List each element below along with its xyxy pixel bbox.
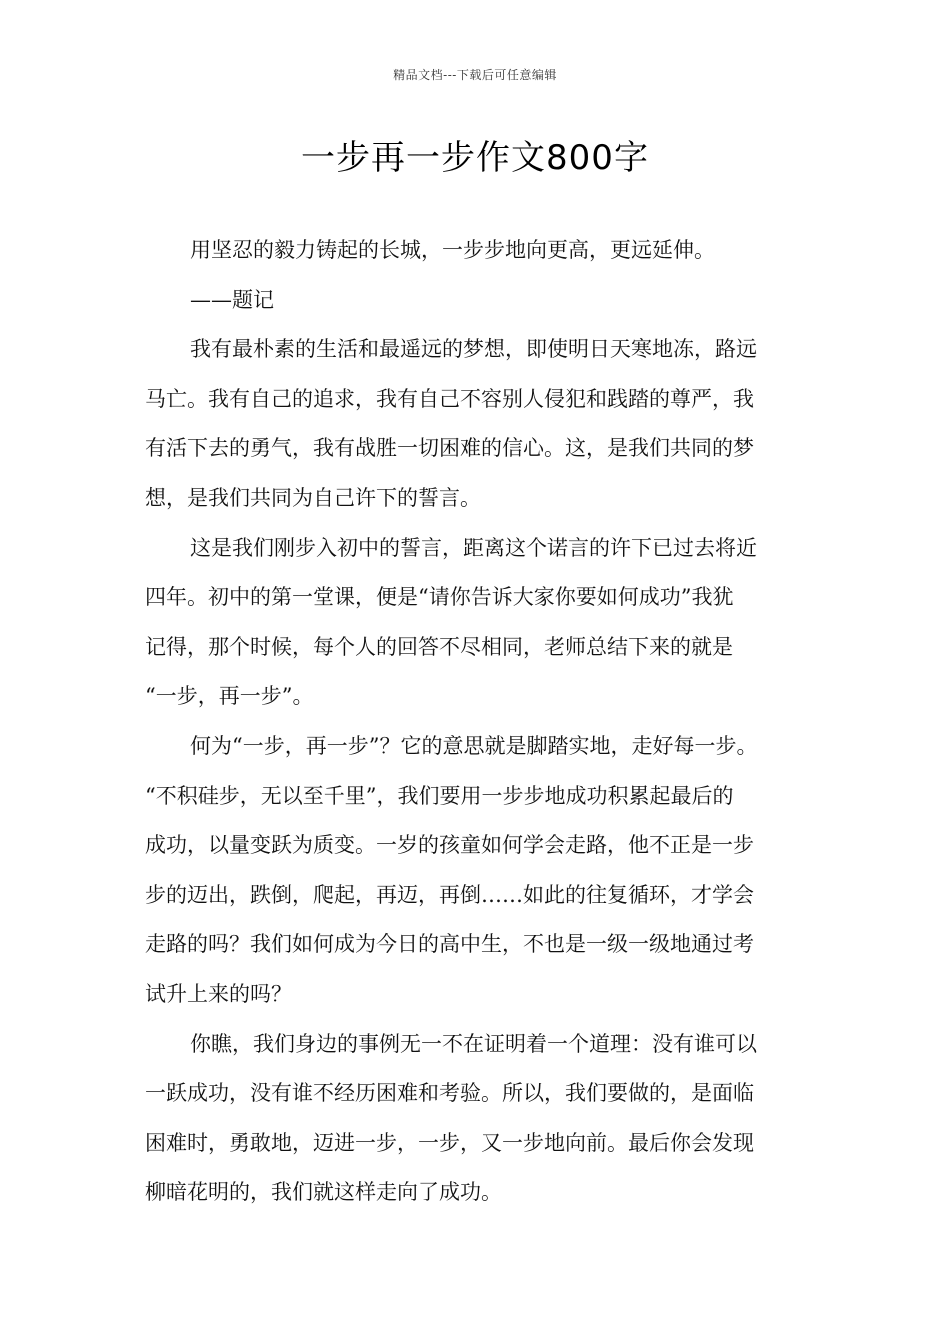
paragraph-line: 何为“一步，再一步”？它的意思就是脚踏实地，走好每一步。 [190, 733, 758, 758]
paragraph-line: 想，是我们共同为自己许下的誓言。 [145, 485, 481, 510]
header-note: 精品文档---下载后可任意编辑 [393, 68, 557, 82]
paragraph-line: 走路的吗？我们如何成为今日的高中生，不也是一级一级地通过考 [145, 932, 754, 957]
paragraph-line: 步的迈出，跌倒，爬起，再迈，再倒……如此的往复循环，才学会 [145, 882, 754, 907]
paragraph [145, 722, 815, 1020]
paragraph-line: 记得，那个时候，每个人的回答不尽相同，老师总结下来的就是 [145, 634, 733, 659]
paragraph-line: 这是我们刚步入初中的誓言，距离这个诺言的许下已过去将近 [190, 535, 757, 560]
paragraph-line: ——题记 [190, 287, 274, 312]
paragraph-line: 马亡。我有自己的追求，我有自己不容别人侵犯和践踏的尊严，我 [145, 386, 754, 411]
paragraph-line: “一步，再一步”。 [145, 684, 314, 709]
paragraph-line: 成功，以量变跃为质变。一岁的孩童如何学会走路，他不正是一步 [145, 833, 754, 858]
paragraph-line: 我有最朴素的生活和最遥远的梦想，即使明日天寒地冻，路远 [190, 337, 757, 362]
paragraph-line: 有活下去的勇气，我有战胜一切困难的信心。这，是我们共同的梦 [145, 436, 754, 461]
paragraph-line: 柳暗花明的，我们就这样走向了成功。 [145, 1180, 502, 1205]
paragraph-epigraph-attribution [145, 276, 815, 326]
paragraph-epigraph [145, 226, 815, 276]
paragraph-line: “不积硅步，无以至千里”，我们要用一步步地成功积累起最后的 [145, 783, 734, 808]
paragraph [145, 1020, 815, 1218]
paragraph [145, 325, 815, 523]
paragraph-line: 困难时，勇敢地，迈进一步，一步，又一步地向前。最后你会发现 [145, 1130, 754, 1155]
paragraph-line: 一跃成功，没有谁不经历困难和考验。所以，我们要做的，是面临 [145, 1081, 754, 1106]
document-body [145, 226, 815, 1218]
document-title: 一步再一步作文800字 [301, 138, 649, 178]
paragraph-line: 用坚忍的毅力铸起的长城，一步步地向更高，更远延伸。 [190, 238, 715, 262]
paragraph-line: 试升上来的吗？ [145, 981, 292, 1006]
paragraph [145, 524, 815, 722]
paragraph-line: 你瞧，我们身边的事例无一不在证明着一个道理：没有谁可以 [190, 1031, 757, 1056]
paragraph-line: 四年。初中的第一堂课，便是“请你告诉大家你要如何成功”我犹 [145, 585, 734, 610]
